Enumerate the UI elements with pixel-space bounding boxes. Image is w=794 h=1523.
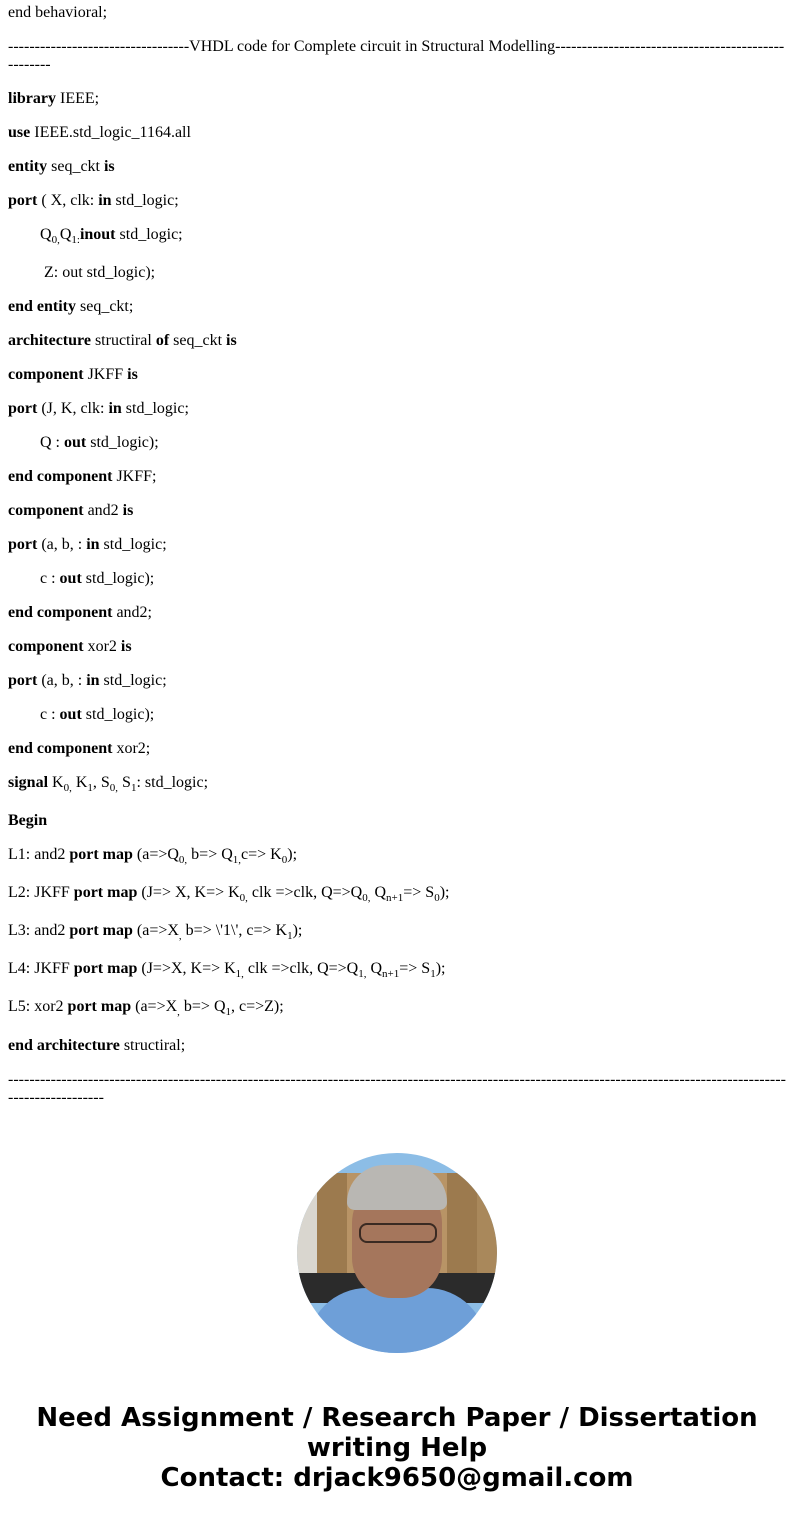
code-line-entity: entity seq_ckt is bbox=[8, 158, 115, 175]
promo-contact: Contact: drjack9650@gmail.com bbox=[160, 1463, 634, 1493]
code-line-end-xor2: end component xor2; bbox=[8, 740, 151, 757]
promo-line-2: writing Help bbox=[306, 1433, 488, 1463]
avatar-glasses bbox=[359, 1223, 437, 1243]
code-line-end-entity: end entity seq_ckt; bbox=[8, 298, 134, 315]
code-line-port3: Z: out std_logic); bbox=[44, 264, 156, 281]
code-line-component-and2: component and2 is bbox=[8, 502, 134, 519]
code-line-end-jkff: end component JKFF; bbox=[8, 468, 157, 485]
code-line-xor2-c: c : out std_logic); bbox=[40, 706, 155, 723]
code-line-library: library IEEE; bbox=[8, 90, 100, 107]
code-line-and2-c: c : out std_logic); bbox=[40, 570, 155, 587]
code-line-l3: L3: and2 port map ($a=>X_,$ b=> \'1\', $c=> K_1$); bbox=[8, 922, 303, 942]
footer-rule: -------------------------------------------------------------------------------------------------------------------------------------------------------------------- bbox=[8, 1071, 786, 1106]
code-line-jkff-port: port (J, K, clk: in std_logic; bbox=[8, 400, 189, 417]
code-line-l5: L5: xor2 port map ($a=>X_,$ $b=> Q_1$, c=>Z); bbox=[8, 998, 284, 1018]
prev-end-line: end behavioral; bbox=[8, 4, 108, 21]
code-line-component-xor2: component xor2 is bbox=[8, 638, 132, 655]
code-line-l1: L1: and2 port map ($a=>Q_{0,}$ $b=> Q_{1,}c=> K_0$); bbox=[8, 846, 298, 866]
code-line-l4: L4: JKFF port map (J=>X, $K=> K_{1,}$ clk =>clk, $Q=>Q_{1,}$ $Q_{n+1}=> S_1$); bbox=[8, 960, 446, 980]
code-line-architecture: architecture structiral of seq_ckt is bbox=[8, 332, 237, 349]
code-line-port1: port ( X, clk: in std_logic; bbox=[8, 192, 179, 209]
code-line-jkff-q: Q : out std_logic); bbox=[40, 434, 159, 451]
promo-banner bbox=[0, 1403, 794, 1493]
section-header: ----------------------------------VHDL code for Complete circuit in Structural Modelling--------------------------------------------------- bbox=[8, 38, 785, 73]
avatar-hair bbox=[347, 1165, 447, 1210]
code-line-end-and2: end component and2; bbox=[8, 604, 152, 621]
promo-line-1: Need Assignment / Research Paper / Dissertation bbox=[36, 1403, 758, 1433]
code-line-and2-port: port (a, b, : in std_logic; bbox=[8, 536, 167, 553]
author-avatar bbox=[297, 1153, 497, 1353]
code-line-xor2-port: port (a, b, : in std_logic; bbox=[8, 672, 167, 689]
code-line-use: use IEEE.std_logic_1164.all bbox=[8, 124, 191, 141]
code-line-signal: signal $K_{0,}$ $K_1$, $S_{0,}$ $S_1$: std_logic; bbox=[8, 774, 209, 794]
code-line-port2: $Q_{0,}Q_{1:}inout$ std_logic; bbox=[40, 226, 183, 246]
code-line-end-architecture: end architecture structiral; bbox=[8, 1037, 186, 1054]
code-line-component-jkff: component JKFF is bbox=[8, 366, 138, 383]
code-line-begin: Begin bbox=[8, 812, 48, 829]
code-line-l2: L2: JKFF port map (J=> X, $K=> K_{0,}$ clk =>clk, $Q=>Q_{0,}$ $Q_{n+1}=> S_0$); bbox=[8, 884, 450, 904]
